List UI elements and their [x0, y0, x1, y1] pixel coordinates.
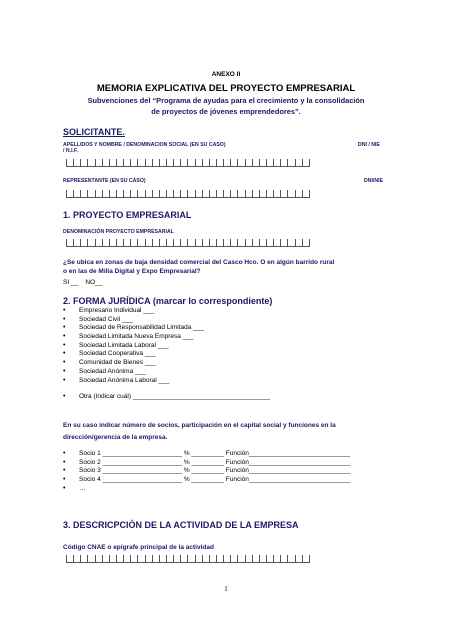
char-box [145, 159, 152, 166]
char-box [287, 555, 294, 562]
cnae-input-boxes[interactable] [66, 553, 310, 562]
list-item[interactable]: • Sociedad Limitada Laboral ___ [63, 341, 169, 349]
proyecto-heading: 1. PROYECTO EMPRESARIAL [63, 210, 192, 220]
socio-row[interactable]: • Socio 2 ______________________ % _________ Función____________________________ [63, 458, 351, 466]
list-item-other[interactable]: • Otra (Indicar cuál) ______________________________________ [63, 393, 271, 400]
annex-label: ANEXO II [211, 71, 241, 78]
char-box [116, 555, 123, 562]
char-box [216, 555, 223, 562]
char-box [152, 555, 159, 562]
char-box [252, 555, 259, 562]
char-box [80, 239, 87, 246]
char-box [152, 159, 159, 166]
char-box [159, 159, 166, 166]
char-box [145, 555, 152, 562]
char-box [152, 239, 159, 246]
char-box [173, 555, 180, 562]
char-box [159, 239, 166, 246]
char-box [102, 239, 109, 246]
char-box [137, 190, 144, 197]
char-box [245, 190, 252, 197]
socio-row: • … [63, 484, 86, 492]
char-box [173, 239, 180, 246]
socio-row[interactable]: • Socio 3 ______________________ % _________ Función____________________________ [63, 467, 351, 475]
char-box [123, 190, 130, 197]
char-box-row [66, 553, 310, 563]
char-box [137, 555, 144, 562]
char-box [109, 190, 116, 197]
char-box [109, 239, 116, 246]
char-box [273, 555, 280, 562]
list-item[interactable]: • Sociedad de Responsabilidad Limitada ___ [63, 324, 205, 332]
char-box [287, 190, 294, 197]
char-box [187, 239, 194, 246]
char-box [80, 555, 87, 562]
char-box [245, 239, 252, 246]
page-number: 1 [224, 585, 228, 593]
char-box [145, 239, 152, 246]
char-box [266, 239, 273, 246]
list-item[interactable]: • Comunidad de Bienes ___ [63, 359, 156, 367]
char-box [130, 190, 137, 197]
question-line-2: o en las de Milla Digital y Expo Empresarial? [63, 268, 201, 275]
char-box [252, 190, 259, 197]
char-box [102, 555, 109, 562]
char-box [230, 190, 237, 197]
char-box [159, 555, 166, 562]
char-box [223, 159, 230, 166]
char-box [202, 555, 209, 562]
dni-label: DNI / NIE [358, 142, 380, 148]
char-box [202, 190, 209, 197]
cnae-label: Código CNAE o epígrafe principal de la actividad [63, 544, 214, 551]
subtitle-line-2: de proyectos de jóvenes emprendedores”. [151, 106, 301, 116]
socios-line-2: dirección/gerencia de la empresa. [63, 434, 168, 441]
char-box [130, 239, 137, 246]
socios-list [63, 450, 350, 493]
char-box [280, 190, 287, 197]
actividad-heading: 3. DESCRICPCIÓN DE LA ACTIVIDAD DE LA EMPRESA [63, 520, 299, 530]
char-box [73, 190, 80, 197]
char-box [123, 159, 130, 166]
char-box [95, 159, 102, 166]
char-box [80, 159, 87, 166]
char-box [180, 555, 187, 562]
question-line-1: ¿Se ubica en zonas de baja densidad comercial del Casco Hco. O en algún barrido rural [63, 259, 335, 266]
char-box [137, 159, 144, 166]
char-box [159, 190, 166, 197]
rep-dni-label: DNI/NIE [364, 178, 384, 184]
socios-line-1: En su caso indicar número de socios, participación en el capital social y funciones en la [63, 422, 336, 429]
char-box [195, 190, 202, 197]
char-box [102, 159, 109, 166]
list-item[interactable]: • Sociedad Anónima Laboral ___ [63, 376, 170, 384]
char-box [187, 555, 194, 562]
char-box [95, 190, 102, 197]
char-box [302, 555, 310, 562]
char-box [66, 159, 73, 166]
char-box [230, 555, 237, 562]
char-box [273, 190, 280, 197]
char-box [66, 239, 73, 246]
char-box [180, 159, 187, 166]
char-box [173, 190, 180, 197]
char-box-row [66, 157, 310, 167]
char-box [259, 555, 266, 562]
char-box [259, 159, 266, 166]
list-item[interactable]: • Sociedad Anónima ___ [63, 367, 146, 375]
char-box [230, 159, 237, 166]
page-subtitle [0, 96, 452, 117]
char-box [173, 159, 180, 166]
char-box [295, 555, 302, 562]
char-box [209, 239, 216, 246]
forma-other-list [63, 393, 270, 402]
char-box [280, 159, 287, 166]
char-box [223, 239, 230, 246]
char-box [109, 159, 116, 166]
char-box [209, 159, 216, 166]
char-box [166, 159, 173, 166]
char-box [237, 555, 244, 562]
char-box [266, 190, 273, 197]
char-box [87, 159, 94, 166]
char-box [245, 159, 252, 166]
char-box [102, 190, 109, 197]
char-box [95, 239, 102, 246]
socio-row[interactable]: • Socio 4 ______________________ % _________ Función____________________________ [63, 476, 351, 484]
char-box [116, 190, 123, 197]
char-box [259, 239, 266, 246]
char-box [87, 239, 94, 246]
char-box [109, 555, 116, 562]
char-box [302, 190, 310, 197]
char-box [302, 239, 310, 246]
char-box [87, 190, 94, 197]
char-box [295, 239, 302, 246]
char-box [295, 159, 302, 166]
char-box [237, 239, 244, 246]
name-label: APELLIDOS Y NOMBRE / DENOMINACION SOCIAL (EN SU CASO) [63, 142, 226, 148]
char-box [280, 239, 287, 246]
char-box [266, 555, 273, 562]
char-box [287, 239, 294, 246]
char-box [195, 239, 202, 246]
char-box-row [66, 188, 310, 198]
list-item[interactable]: • Sociedad Civil ___ [63, 315, 133, 323]
char-box [245, 555, 252, 562]
char-box [237, 190, 244, 197]
char-box [166, 555, 173, 562]
char-box [230, 239, 237, 246]
page-title: MEMORIA EXPLICATIVA DEL PROYECTO EMPRESARIAL [96, 83, 356, 94]
char-box [280, 555, 287, 562]
char-box [202, 239, 209, 246]
char-box [302, 159, 310, 166]
socios-paragraph [63, 420, 393, 444]
char-box [195, 159, 202, 166]
char-box [166, 239, 173, 246]
char-box [116, 159, 123, 166]
char-box [295, 190, 302, 197]
char-box [287, 159, 294, 166]
char-box [152, 190, 159, 197]
char-box [216, 190, 223, 197]
char-box [87, 555, 94, 562]
char-box [180, 190, 187, 197]
char-box [66, 190, 73, 197]
char-box [73, 159, 80, 166]
char-box [187, 159, 194, 166]
char-box [259, 190, 266, 197]
char-box [209, 190, 216, 197]
char-box [145, 190, 152, 197]
name-input-boxes[interactable] [66, 157, 310, 166]
char-box [130, 159, 137, 166]
subtitle-line-1: Subvenciones del “Programa de ayudas para el crecimiento y la consolidación [87, 96, 365, 105]
list-item[interactable]: • Sociedad Limitada Nueva Empresa ___ [63, 333, 194, 341]
char-box [223, 555, 230, 562]
char-box [116, 239, 123, 246]
socio-row[interactable]: • Socio 1 ______________________ % _________ Función____________________________ [63, 450, 351, 457]
char-box [195, 555, 202, 562]
char-box [209, 555, 216, 562]
list-item[interactable]: • Sociedad Cooperativa ___ [63, 350, 156, 358]
rep-input-boxes[interactable] [66, 188, 310, 197]
char-box [273, 239, 280, 246]
char-box [73, 239, 80, 246]
char-box [216, 239, 223, 246]
char-box [130, 555, 137, 562]
char-box [252, 239, 259, 246]
denom-input-boxes[interactable] [66, 237, 310, 246]
list-item[interactable]: • Empresario Individual ___ [63, 307, 155, 314]
char-box [66, 555, 73, 562]
solicitante-heading: SOLICITANTE. [63, 127, 125, 137]
char-box [73, 555, 80, 562]
char-box [273, 159, 280, 166]
yes-no-answer[interactable]: SI __ NO__ [63, 279, 103, 286]
char-box [80, 190, 87, 197]
char-box [202, 159, 209, 166]
char-box [237, 159, 244, 166]
char-box-row [66, 237, 310, 247]
location-question [63, 258, 393, 276]
rep-label: REPRESENTANTE (EN SU CASO) [63, 178, 146, 184]
char-box [123, 555, 130, 562]
char-box [187, 190, 194, 197]
char-box [223, 190, 230, 197]
char-box [252, 159, 259, 166]
char-box [137, 239, 144, 246]
forma-list [63, 307, 204, 385]
char-box [166, 190, 173, 197]
char-box [123, 239, 130, 246]
nif-label: / N.I.F. [63, 148, 78, 154]
char-box [216, 159, 223, 166]
char-box [180, 239, 187, 246]
forma-heading: 2. FORMA JURÍDICA (marcar lo correspondiente) [63, 296, 273, 306]
char-box [266, 159, 273, 166]
denom-label: DENOMINACIÓN PROYECTO EMPRESARIAL [63, 229, 174, 235]
char-box [95, 555, 102, 562]
